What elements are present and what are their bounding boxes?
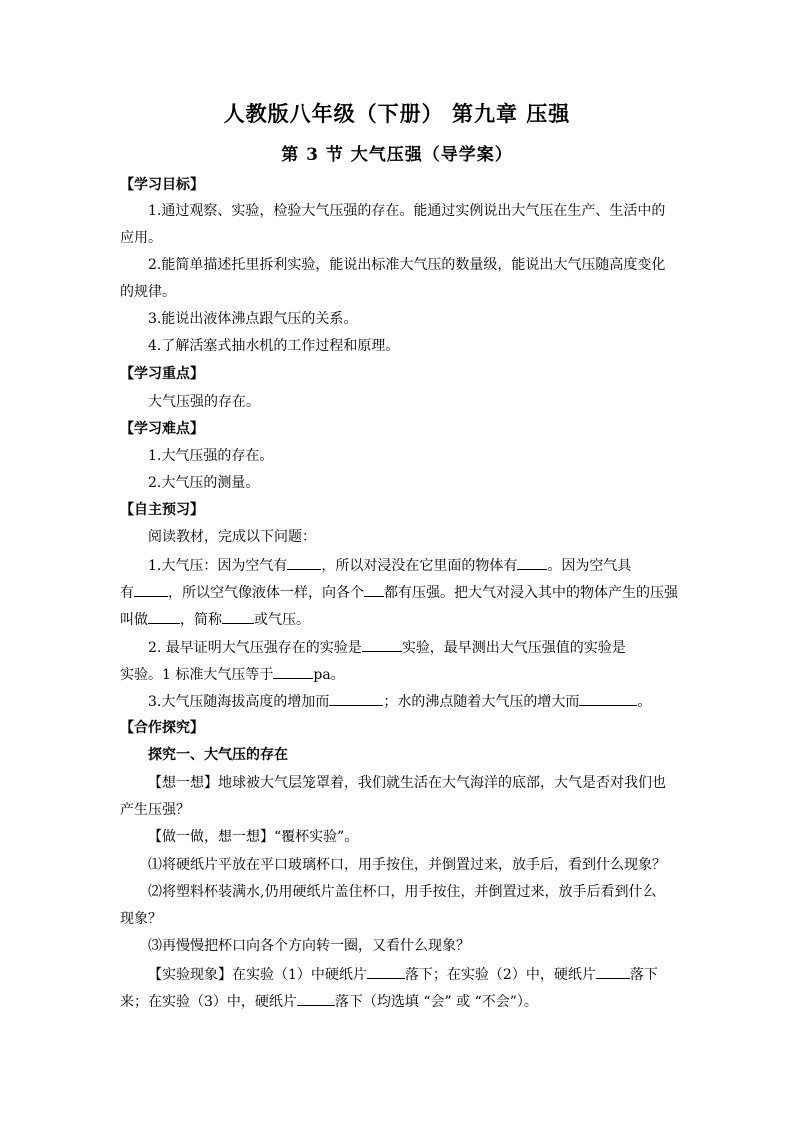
blank[interactable]	[297, 991, 335, 1006]
step-2-line-1: ⑵将塑料杯装满水,仍用硬纸片盖住杯口，用手按住，并倒置过来，放手后看到什么	[148, 884, 657, 900]
blank[interactable]	[148, 609, 180, 624]
objectives-heading: 【学习目标】	[120, 177, 204, 193]
blank[interactable]	[287, 555, 321, 570]
blank[interactable]	[364, 582, 384, 597]
result-line-1: 【实验现象】在实验（1）中硬纸片 落下；在实验（2）中，硬纸片 落下	[148, 964, 708, 985]
blank[interactable]	[329, 691, 383, 706]
preview-intro: 阅读教材，完成以下问题：	[148, 529, 316, 545]
objective-1-line-2: 应用。	[120, 230, 162, 246]
do-and-think: 【做一做，想一想】“覆杯实验”。	[148, 829, 359, 845]
preview-heading: 【自主预习】	[120, 502, 204, 518]
question-1-line-3: 叫做 ，简称 或气压。	[120, 609, 680, 630]
blank[interactable]	[517, 555, 547, 570]
blank[interactable]	[222, 609, 254, 624]
section-title: 第 3 节 大气压强（导学案）	[281, 145, 513, 165]
think-line-2: 产生压强？	[120, 802, 190, 818]
difficulties-heading: 【学习难点】	[120, 421, 204, 437]
question-1-line-1: 1.大气压：因为空气有 ，所以对浸没在它里面的物体有 。因为空气具	[148, 555, 708, 576]
blank[interactable]	[367, 964, 405, 979]
key-point-text: 大气压强的存在。	[148, 394, 260, 410]
document-title: 人教版八年级（下册） 第九章 压强	[223, 101, 571, 126]
question-2-line-2: 实验。1 标准大气压等于 pa。	[120, 664, 680, 685]
objective-2-line-2: 的规律。	[120, 284, 176, 300]
question-2-line-1: 2. 最早证明大气压强存在的实验是 实验，最早测出大气压强值的实验是	[148, 637, 708, 658]
blank[interactable]	[362, 637, 402, 652]
cooperation-heading: 【合作探究】	[120, 720, 204, 736]
result-line-2: 来；在实验（3）中，硬纸片 落下（均选填 “会” 或 “不会”）。	[120, 991, 680, 1012]
objective-4: 4.了解活塞式抽水机的工作过程和原理。	[148, 338, 400, 354]
step-3: ⑶再慢慢把杯口向各个方向转一圈，又看什么现象？	[148, 938, 470, 954]
blank[interactable]	[579, 691, 637, 706]
explore-1-heading: 探究一、大气压的存在	[148, 747, 288, 763]
think-line-1: 【想一想】地球被大气层笼罩着，我们就生活在大气海洋的底部，大气是否对我们也	[148, 775, 666, 791]
difficulty-1: 1.大气压强的存在。	[148, 448, 274, 464]
objective-3: 3.能说出液体沸点跟气压的关系。	[148, 311, 358, 327]
blank[interactable]	[596, 964, 630, 979]
key-points-heading: 【学习重点】	[120, 366, 204, 382]
question-1-line-2: 有 ，所以空气像液体一样，向各个 都有压强。把大气对浸入其中的物体产生的压强	[120, 582, 680, 603]
blank[interactable]	[134, 582, 168, 597]
step-1: ⑴将硬纸片平放在平口玻璃杯口，用手按住，并倒置过来，放手后，看到什么现象？	[148, 857, 666, 873]
question-3: 3.大气压随海拔高度的增加而 ；水的沸点随着大气压的增大而 。	[148, 691, 708, 712]
objective-2-line-1: 2.能简单描述托里拆利实验，能说出标准大气压的数量级，能说出大气压随高度变化	[148, 257, 666, 273]
blank[interactable]	[273, 664, 313, 679]
objective-1-line-1: 1.通过观察、实验，检验大气压强的存在。能通过实例说出大气压在生产、生活中的	[148, 203, 666, 219]
difficulty-2: 2.大气压的测量。	[148, 475, 260, 491]
step-2-line-2: 现象？	[120, 911, 162, 927]
